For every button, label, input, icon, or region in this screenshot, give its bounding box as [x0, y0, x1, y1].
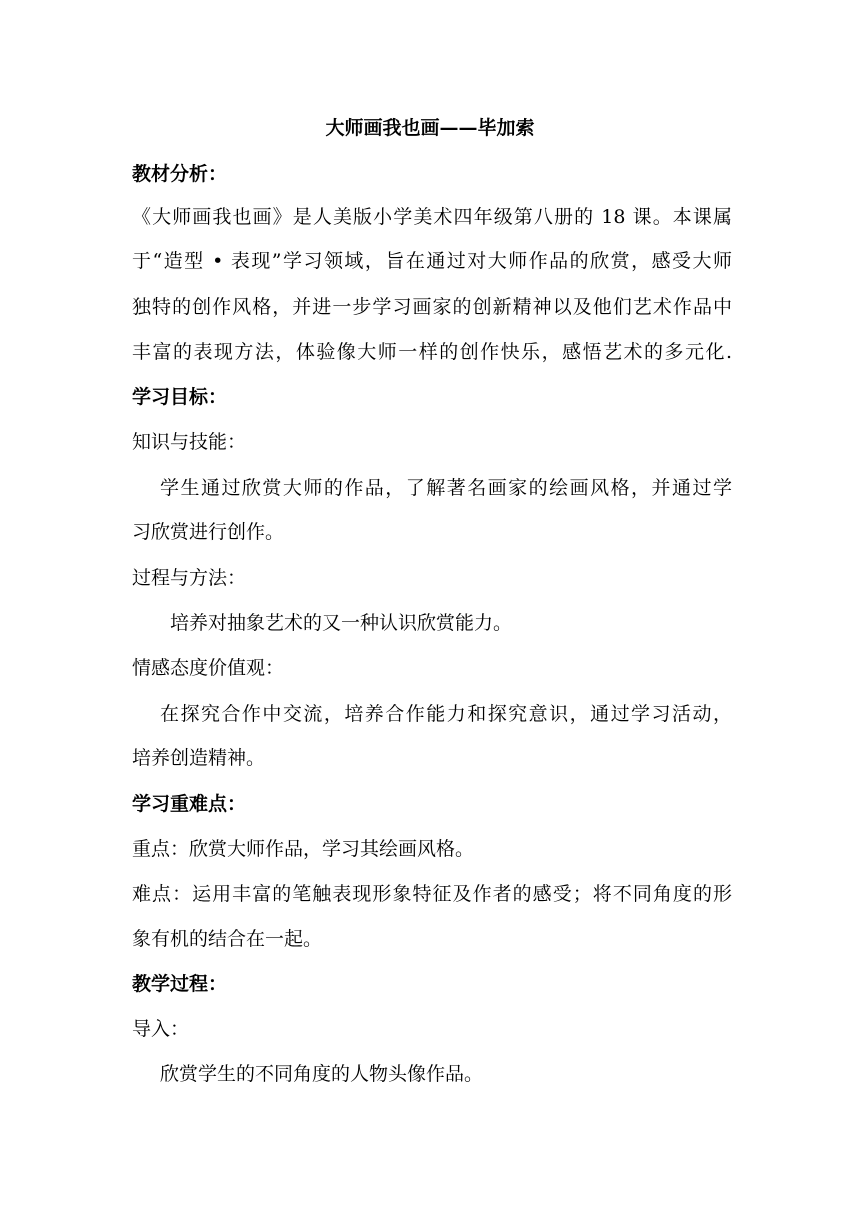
intro-label: 导入： — [132, 1018, 190, 1040]
difficult-line-1: 难点：运用丰富的笔触表现形象特征及作者的感受；将不同角度的形 — [132, 883, 732, 905]
knowledge-line-1: 学生通过欣赏大师的作品，了解著名画家的绘画风格，并通过学 — [160, 477, 732, 499]
knowledge-line-2: 习欣赏进行创作。 — [132, 521, 285, 543]
process-text: 培养对抽象艺术的又一种认识欣赏能力。 — [170, 612, 513, 634]
key-heading: 学习重难点： — [132, 793, 247, 815]
analysis-heading: 教材分析： — [132, 163, 228, 185]
analysis-line-3: 独特的创作风格，并进一步学习画家的创新精神以及他们艺术作品中 — [132, 296, 732, 318]
key-point: 重点：欣赏大师作品，学习其绘画风格。 — [132, 838, 475, 860]
emotion-line-1: 在探究合作中交流，培养合作能力和探究意识，通过学习活动， — [160, 703, 732, 725]
page-title: 大师画我也画——毕加索 — [325, 117, 535, 139]
intro-text: 欣赏学生的不同角度的人物头像作品。 — [160, 1063, 484, 1085]
goals-heading: 学习目标： — [132, 386, 228, 408]
analysis-line-4: 丰富的表现方法，体验像大师一样的创作快乐，感悟艺术的多元化. — [132, 341, 732, 363]
analysis-line-1: 《大师画我也画》是人美版小学美术四年级第八册的 18 课。本课属 — [132, 206, 732, 228]
emotion-label: 情感态度价值观： — [132, 657, 285, 679]
emotion-line-2: 培养创造精神。 — [132, 747, 266, 769]
teaching-heading: 教学过程： — [132, 973, 228, 995]
process-label: 过程与方法： — [132, 567, 247, 589]
knowledge-label: 知识与技能： — [132, 431, 247, 453]
difficult-line-2: 象有机的结合在一起。 — [132, 928, 323, 950]
analysis-line-2: 于“造型 • 表现”学习领域，旨在通过对大师作品的欣赏，感受大师 — [132, 250, 732, 272]
